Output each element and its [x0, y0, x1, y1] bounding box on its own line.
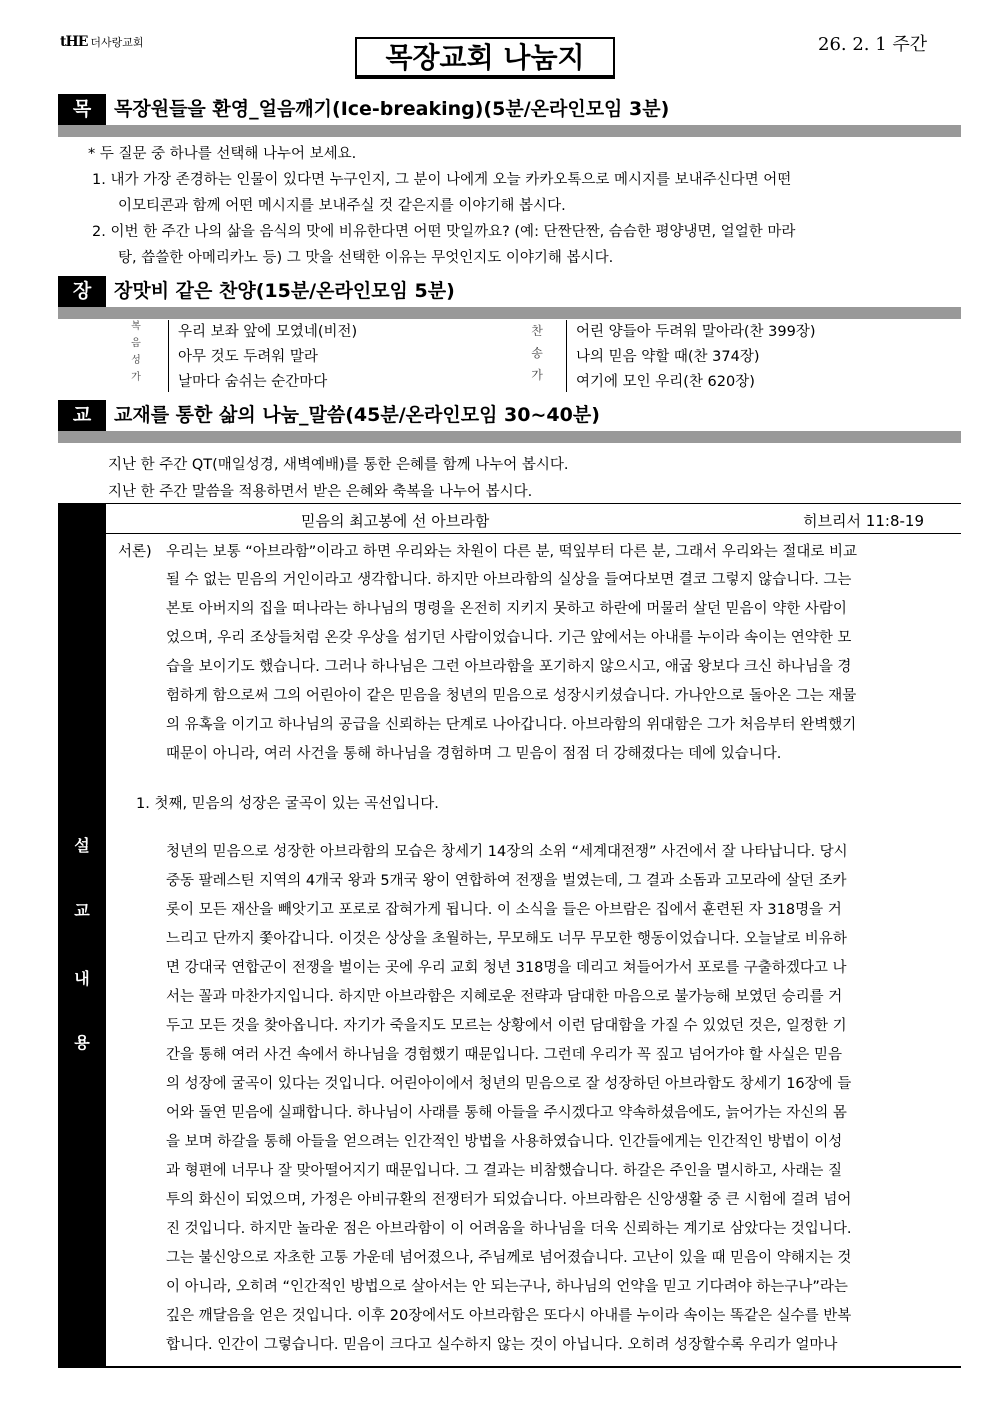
- sermon-line: 면 강대국 연합군이 전쟁을 벌이는 곳에 우리 교회 청년 318명을 데리고 쳐들어가서 포로를 구출하겠다고 나: [166, 960, 847, 976]
- sharing-intro: 지난 한 주간 QT(매일성경, 새벽예배)를 통한 은혜를 함께 나누어 봅시다.: [108, 457, 569, 473]
- sermon-line: 과 형편에 너무나 잘 맞아떨어지기 때문입니다. 그 결과는 비참했습니다. 하갈은 주인을 멸시하고, 사래는 질: [166, 1163, 843, 1179]
- label-char: 용: [74, 1033, 90, 1052]
- sermon-line: 진 것입니다. 하지만 놀라운 점은 아브라함이 이 어려움을 하나님을 더욱 신뢰하는 계기로 삼았다는 것입니다.: [166, 1221, 852, 1237]
- sermon-side-label: [58, 503, 106, 1368]
- sermon-title: 믿음의 최고봉에 선 아브라함: [301, 512, 490, 530]
- question-line: 탕, 씁쓸한 아메리카노 등) 그 맛을 선택한 이유는 무엇인지도 이야기해 봅시다.: [118, 250, 614, 266]
- label-char: 복: [131, 321, 141, 332]
- question-line: 1. 내가 가장 존경하는 인물이 있다면 누구인지, 그 분이 나에게 오늘 카카오톡으로 메시지를 보내주신다면 어떤: [92, 172, 792, 188]
- label-char: 가: [531, 368, 543, 382]
- sermon-line: 었으며, 우리 조상들처럼 온갖 우상을 섬기던 사람이었습니다. 기근 앞에서는 아내를 누이라 속이는 연약한 모: [166, 630, 852, 646]
- sermon-line: 느리고 단까지 쫓아갑니다. 이것은 상상을 초월하는, 무모해도 너무 무모한 행동이었습니다. 오늘날로 비유하: [166, 931, 847, 947]
- sharing-intro: 지난 한 주간 말씀을 적용하면서 받은 은혜와 축복을 나누어 봅시다.: [108, 484, 533, 500]
- sermon-line: 투의 화신이 되었으며, 가정은 아비규환의 전쟁터가 되었습니다. 아브라함은 신앙생활 중 큰 시험에 걸려 넘어: [166, 1192, 852, 1208]
- sermon-line: 의 성장에 굴곡이 있다는 것입니다. 어린아이에서 청년의 믿음으로 잘 성장하던 아브라함도 창세기 16장에 들: [166, 1076, 852, 1092]
- song-list: [110, 318, 870, 394]
- sermon-header: [106, 503, 961, 534]
- sermon-line: 청년의 믿음으로 성장한 아브라함의 모습은 창세기 14장의 소위 “세계대전쟁” 사건에서 잘 나타납니다. 당시: [166, 844, 848, 860]
- section-title: 교재를 통한 삶의 나눔_말씀(45분/온라인모임 30~40분): [114, 404, 600, 426]
- sermon-line: 을 보며 하갈을 통해 아들을 얻으려는 인간적인 방법을 사용하였습니다. 인간들에게는 인간적인 방법이 이성: [166, 1134, 843, 1150]
- point-heading: 1. 첫째, 믿음의 성장은 굴곡이 있는 곡선입니다.: [136, 796, 439, 812]
- divider: [168, 320, 169, 392]
- song-item: 어린 양들아 두려워 말아라(찬 399장): [576, 324, 816, 340]
- divider: [566, 320, 567, 392]
- church-logo: [60, 34, 144, 50]
- label-char: 내: [74, 969, 90, 988]
- section-tag: 교: [58, 400, 106, 431]
- sermon-line: 서는 꼴과 마찬가지입니다. 하지만 아브라함은 지혜로운 전략과 담대한 마음으로 불가능해 보였던 승리를 거: [166, 989, 843, 1005]
- sermon-line: 합니다. 인간이 그렇습니다. 믿음이 크다고 실수하지 않는 것이 아닙니다. 오히려 성장할수록 우리가 얼마나: [166, 1337, 838, 1353]
- sermon-line: 이 아니라, 오히려 “인간적인 방법으로 살아서는 안 되는구나, 하나님의 언약을 믿고 기다려야 하는구나”라는: [166, 1279, 848, 1295]
- sermon-line: 때문이 아니라, 여러 사건을 통해 하나님을 경험하며 그 믿음이 점점 더 강해졌다는 데에 있습니다.: [166, 746, 782, 762]
- sermon-line: 롯이 모든 재산을 빼앗기고 포로로 잡혀가게 됩니다. 이 소식을 들은 아브람은 집에서 훈련된 자 318명을 거: [166, 902, 842, 918]
- section-tag: 장: [58, 276, 106, 307]
- week-date: 26. 2. 1 주간: [818, 34, 928, 55]
- logo-mark: tHE: [60, 34, 88, 50]
- sermon-line: 본토 아버지의 집을 떠나라는 하나님의 명령을 온전히 지키지 못하고 하란에 머물러 살던 믿음이 약한 사람이: [166, 601, 847, 617]
- page-title: 목장교회 나눔지: [355, 37, 615, 79]
- section-sharing-header: [58, 400, 961, 440]
- icebreaking-note: * 두 질문 중 하나를 선택해 나누어 보세요.: [88, 146, 357, 162]
- sermon-line: 깊은 깨달음을 얻은 것입니다. 이후 20장에서도 아브라함은 또다시 아내를 누이라 속이는 똑같은 실수를 반복: [166, 1308, 852, 1324]
- sermon-reference: 히브리서 11:8-19: [803, 512, 924, 530]
- sermon-line: 어와 돌연 믿음에 실패합니다. 하나님이 사래를 통해 아들을 주시겠다고 약속하셨음에도, 늙어가는 자신의 몸: [166, 1105, 847, 1121]
- section-rule: [58, 431, 961, 443]
- sermon-line: 간을 통해 여러 사건 속에서 하나님을 경험했기 때문입니다. 그런데 우리가 꼭 짚고 넘어가야 할 사실은 믿음: [166, 1047, 843, 1063]
- sermon-line: 험하게 함으로써 그의 어린아이 같은 믿음을 청년의 믿음으로 성장시키셨습니다. 가나안으로 돌아온 그는 재물: [166, 688, 857, 704]
- sermon-line: 습을 보이기도 했습니다. 그러나 하나님은 그런 아브라함을 포기하지 않으시고, 애굽 왕보다 크신 하나님을 경: [166, 659, 852, 675]
- logo-text: 더사랑교회: [90, 36, 144, 49]
- bottom-rule: [106, 1366, 961, 1368]
- song-item: 아무 것도 두려워 말라: [178, 349, 318, 365]
- sermon-line: 그는 불신앙으로 자초한 고통 가운데 넘어졌으나, 주님께로 넘어졌습니다. 고난이 있을 때 믿음이 약해지는 것: [166, 1250, 852, 1266]
- sermon-line: 두고 모든 것을 찾아옵니다. 자기가 죽을지도 모르는 상황에서 이런 담대함을 가질 수 있었던 것은, 일정한 기: [166, 1018, 847, 1034]
- question-line: 2. 이번 한 주간 나의 삶을 음식의 맛에 비유한다면 어떤 맛일까요? (예: 단짠단짠, 슴슴한 평양냉면, 얼얼한 마라: [92, 224, 796, 240]
- section-tag: 목: [58, 94, 106, 125]
- sermon-line: 중동 팔레스틴 지역의 4개국 왕과 5개국 왕이 연합하여 전쟁을 벌였는데, 그 결과 소돔과 고모라에 살던 조카: [166, 873, 847, 889]
- section-worship-header: [58, 276, 961, 316]
- sermon-line: 우리는 보통 “아브라함”이라고 하면 우리와는 차원이 다른 분, 떡잎부터 다른 분, 그래서 우리와는 절대로 비교: [166, 544, 858, 560]
- section-title: 목장원들을 환영_얼음깨기(Ice-breaking)(5분/온라인모임 3분): [114, 98, 670, 120]
- sermon-line: 될 수 없는 믿음의 거인이라고 생각합니다. 하지만 아브라함의 실상을 들여다보면 결코 그렇지 않습니다. 그는: [166, 572, 852, 588]
- song-item: 나의 믿음 약할 때(찬 374장): [576, 349, 760, 365]
- song-item: 우리 보좌 앞에 모였네(비전): [178, 324, 358, 340]
- label-char: 성: [131, 355, 141, 366]
- section-rule: [58, 125, 961, 137]
- label-char: 찬: [531, 324, 543, 338]
- song-item: 날마다 숨쉬는 순간마다: [178, 374, 328, 390]
- label-char: 교: [74, 901, 90, 920]
- sermon-line: 의 유혹을 이기고 하나님의 공급을 신뢰하는 단계로 나아갑니다. 아브라함의 위대함은 그가 처음부터 완벽했기: [166, 717, 857, 733]
- intro-label: 서론): [118, 544, 152, 560]
- label-char: 설: [74, 836, 90, 855]
- section-title: 장맛비 같은 찬양(15분/온라인모임 5분): [114, 280, 455, 302]
- song-item: 여기에 모인 우리(찬 620장): [576, 374, 755, 390]
- label-char: 음: [131, 338, 141, 349]
- label-char: 송: [531, 346, 543, 360]
- section-icebreaking-header: [58, 94, 961, 134]
- question-line: 이모티콘과 함께 어떤 메시지를 보내주실 것 같은지를 이야기해 봅시다.: [118, 198, 566, 214]
- label-char: 가: [131, 372, 141, 383]
